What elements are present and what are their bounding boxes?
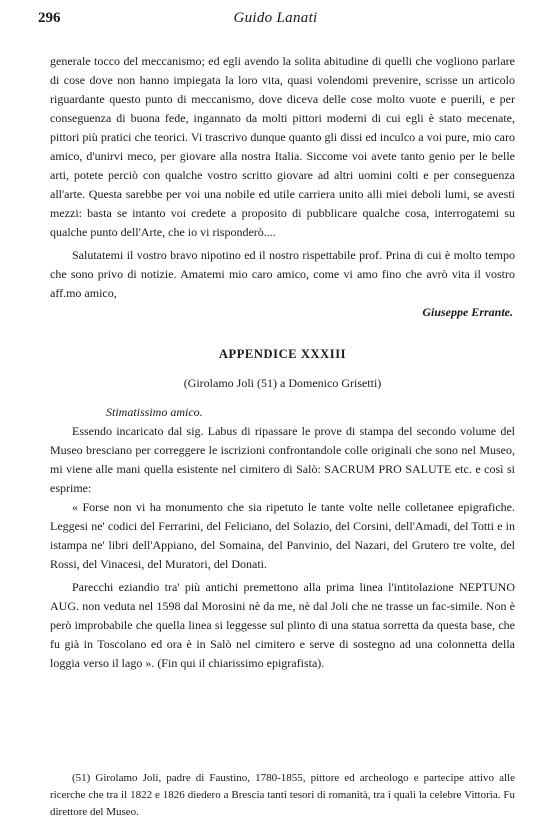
appendix-paragraph: Parecchi eziandio tra' più antichi premettono alla prima linea l'intitolazione NEPTUNO AUG. non veduta nel 1598 dal Morosini nè da me, nè dal Joli che ne trasse un fac-simile. Non è però improbabile che quella linea si leggesse sul plinto di una statua sorretta da questa base, che fu già in Toscolano ed ora è in Salò nel cimitero e serve di sostegno ad una colonnetta della loggia verso il lago ». (Fin qui il chiarissimo epigrafista). (50, 580, 515, 670)
appendix-paragraph: Essendo incaricato dal sig. Labus di ripassare le prove di stampa del secondo volume del Museo bresciano per correggere le iscrizioni confrontandole colle originali che sono nel Museo, mi viene alle mani quella esistente nel cimitero di Salò: SACRUM PRO SALUTE etc. e così si esprime: (50, 424, 515, 495)
footnote (50, 770, 515, 821)
letter-signature: Giuseppe Errante. (422, 305, 513, 319)
page-number: 296 (38, 10, 61, 26)
appendix-subtitle: (Girolamo Joli (51) a Domenico Grisetti) (183, 376, 382, 390)
running-head: Guido Lanati (233, 10, 318, 26)
letter-paragraph: Salutatemi il vostro bravo nipotino ed il nostro rispettabile prof. Prina di cui è molto tempo che sono privo di notizie. Amatemi mio caro amico, come vi amo fino che avrò vita il vostro aff.mo amico, (50, 248, 515, 300)
letter-salutation: Stimatissimo amico. (106, 405, 203, 419)
footnote-text: (51) Girolamo Joli, padre di Faustino, 1780-1855, pittore ed archeologo e partecipe attivo alle ricerche che tra il 1822 e 1826 diedero a Brescia tanti tesori di romanità, tra i quali la celebre Vittoria. Fu direttore del Museo. (50, 772, 515, 818)
page-body (50, 52, 515, 673)
appendix-quotation: « Forse non vi ha monumento che sia ripetuto le tante volte nelle colletanee epigrafiche. Leggesi ne' codici del Ferrarini, del Feliciano, del Solazio, del Corsini, dell'Amadi, del Totti e in istampa ne' libri dell'Appiano, del Somaina, del Panvinio, del Nazari, del Grutero tre volte, del Rossi, del Vinacesi, del Muratori, del Donati. (50, 500, 515, 571)
page-header (38, 10, 513, 32)
appendix-title: APPENDICE XXXIII (218, 347, 347, 361)
letter-paragraph: generale tocco del meccanismo; ed egli avendo la solita abitudine di quelli che vogliono parlare di cose dove non hanno impiegata la loro vita, quasi volendomi prevenire, scrisse un articolo riguardante questo punto di meccanismo, dove diceva delle cose molto vuote e puerili, e per conseguenza di buona fede, ingannato da molti pittori moderni di cui egli è stato mecenate, pittori più pratici che teorici. Vi trascrivo dunque quanto gli dissi ed inculco a voi pure, mio caro amico, d'unirvi meco, per giovare alla nostra Italia. Siccome voi avete tanto genio per le belle arti, potete perciò con qualche vostro scritto giovare ad altri uomini colti e per conseguenza all'arte. Questa sarebbe per voi una nobile ed utile carriera unito alli miei deboli lumi, se avesti mezzi: basta se intanto voi credete a proposito di pubblicare qualche cosa, interrogatemi su qualche punto dell'Arte, che io vi risponderò.... (50, 54, 515, 239)
